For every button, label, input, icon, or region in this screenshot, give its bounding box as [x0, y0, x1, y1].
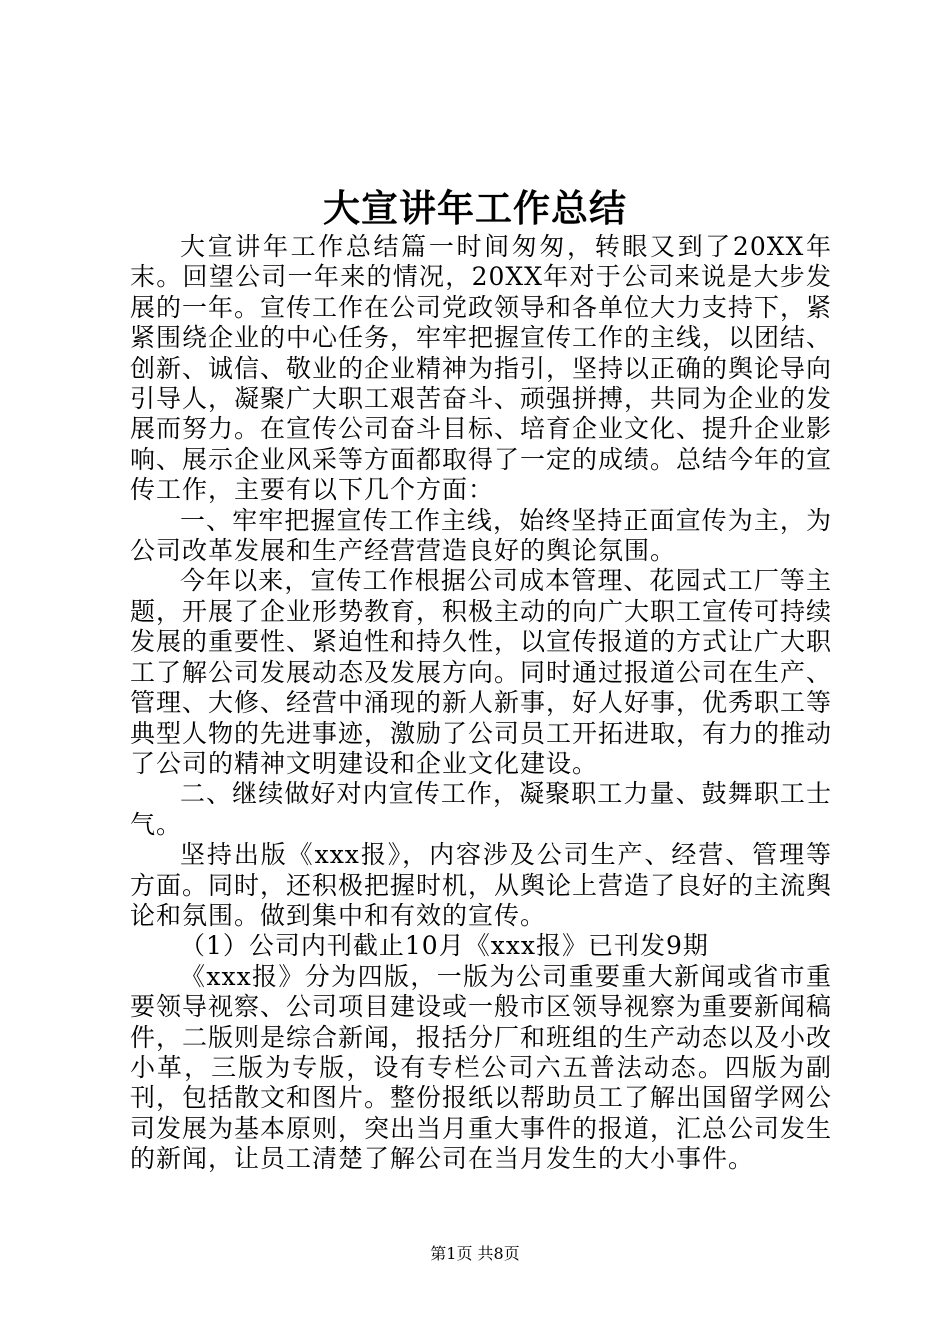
document-title: 大宣讲年工作总结	[323, 186, 627, 230]
paragraph-subsection-one-body: 《xxx报》分为四版，一版为公司重要重大新闻或省市重要领导视察、公司项目建设或一般市区领导视察为重要新闻稿件，二版则是综合新闻，报括分厂和班组的生产动态以及小改小革，三版为专版，设有专栏公司六五普法动态。四版为副刊，包括散文和图片。整份报纸以帮助员工了解出国留学网公司发展为基本原则，突出当月重大事件的报道，汇总公司发生的新闻，让员工清楚了解公司在当月发生的大小事件。	[130, 961, 833, 1174]
document-body	[130, 232, 832, 1175]
paragraph-section-one-body: 今年以来，宣传工作根据公司成本管理、花园式工厂等主题，开展了企业形势教育，积极主动的向广大职工宣传可持续发展的重要性、紧迫性和持久性，以宣传报道的方式让广大职工了解公司发展动态及发展方向。同时通过报道公司在生产、管理、大修、经营中涌现的新人新事，好人好事，优秀职工等典型人物的先进事迹，激励了公司员工开拓进取，有力的推动了公司的精神文明建设和企业文化建设。	[130, 566, 833, 778]
paragraph-section-one-heading: 一、牢牢把握宣传工作主线，始终坚持正面宣传为主，为公司改革发展和生产经营营造良好的舆论氛围。	[130, 505, 832, 566]
paragraph-subsection-one-heading: （1）公司内刊截止10月《xxx报》已刊发9期	[180, 931, 709, 961]
paragraph-intro: 大宣讲年工作总结篇一时间匆匆，转眼又到了20XX年末。回望公司一年来的情况，20XX年对于公司来说是大步发展的一年。宣传工作在公司党政领导和各单位大力支持下，紧紧围绕企业的中心任务，牢牢把握宣传工作的主线，以团结、创新、诚信、敬业的企业精神为指引，坚持以正确的舆论导向引导人，凝聚广大职工艰苦奋斗、顽强拼搏，共同为企业的发展而努力。在宣传公司奋斗目标、培育企业文化、提升企业影响、展示企业风采等方面都取得了一定的成绩。总结今年的宣传工作，主要有以下几个方面：	[130, 232, 833, 505]
paragraph-section-two-body: 坚持出版《xxx报》，内容涉及公司生产、经营、管理等方面。同时，还积极把握时机，从舆论上营造了良好的主流舆论和氛围。做到集中和有效的宣传。	[130, 840, 833, 930]
page-footer: 第1页 共8页	[430, 1244, 520, 1263]
paragraph-section-two-heading: 二、继续做好对内宣传工作，凝聚职工力量、鼓舞职工士气。	[130, 779, 832, 839]
